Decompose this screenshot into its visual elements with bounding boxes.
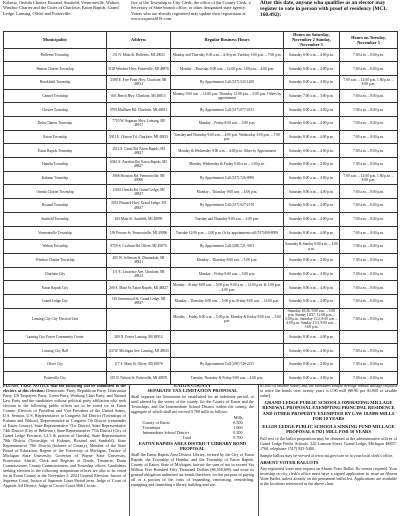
address-cell: 111 E. Lawrence Ave. Charlotte, MI 48813 [107,267,171,281]
municipality-cell: Eaton Township [4,130,107,144]
heading-sinking-fund: ELGIN LEDGE PUBLIC SCHOOLS SINKING FUND MILLAGE PROPOSAL 0.7921 MILL FOR 10 YEARS [262,423,395,435]
table-row [4,240,398,254]
saturday-hours-cell: Saturday 8:00 a.m. – 4:00 p.m. [284,144,340,158]
hours-cell [171,330,284,344]
tax-limitation-text: Shall separate tax limitations be established for an indefinite period, or until altered by the voters of the county, for the County of Eaton and the Townships, and the Intermediate School District within the county, the aggregate of which shall not exceed 9.700 mills as follows: [131,393,254,414]
hours-cell [171,344,284,358]
address-cell: 117 S. Main St. Olivet, MI 49076 [107,358,171,372]
saturday-hours-cell: Saturday 8:00 a.m. – 4:00 p.m. [284,371,340,385]
hours-cell: By Appointment Call (517) 726-0990 [171,171,284,185]
absent-voter-text: Any registered voter may request an Absent Voter Ballot. No reason required. Your township or city clerk's office must have a signed application to issue an Absent Voter Ballot, unless already on the permanent ballot list. Applications are available at the locations referenced in the above chart. [260,465,397,486]
tuesday-hours-cell: 7:00 a.m. – 8:00 p.m. [340,62,398,76]
mills-value: 8.500 [233,419,243,425]
table-row [4,185,398,199]
municipality-cell: Delta Charter Township [4,117,107,131]
table-row [4,117,398,131]
tuesday-hours-cell: 7:00 a.m. – 8:00 p.m. [340,130,398,144]
address-cell: 124 W. Michigan Ave. Lansing, MI 48933 [107,344,171,358]
mills-value: 9.700 [233,434,243,440]
saturday-hours-cell: Saturday 8:00 a.m. – 4:00 p.m. [284,199,340,213]
tuesday-hours-cell: 7:00 a.m. – 8:00 p.m. [340,294,398,308]
saturday-hours-cell: Saturday 8:00 a.m. – 4:00 p.m. [284,294,340,308]
table-row [4,75,398,89]
heading-absent-voter: ABSENT VOTER BALLOTS [260,460,319,466]
municipality-cell: Kalamo Township [4,171,107,185]
saturday-hours-cell: Saturday 8:00 a.m. – 4:00 p.m. [284,48,340,62]
table-row [4,294,398,308]
saturday-hours-cell: Saturday 8:00 a.m. – 4:00 p.m. [284,212,340,226]
table-row [4,226,398,240]
tuesday-hours-cell: 7:00 a.m. – 12:00 p.m. 1:00 p.m. – 8:00 p.m. [340,171,398,185]
top-section [3,0,397,30]
tuesday-hours-cell: 7:00 a.m. – 8:00 p.m. [340,158,398,172]
tuesday-hours-cell: 7:00 a.m. – 8:00 p.m. [340,281,398,295]
saturday-hours-cell: Saturday 8:00 a.m. – 4:00 p.m. [284,267,340,281]
hours-cell: By Appointment Call (517) 877-0311 [171,103,284,117]
saturday-hours-cell: Saturday 8:00 a.m. – 4:00 p.m. [284,158,340,172]
saturday-hours-cell: Saturday 10/26, 9:00 a.m. – 5:00 p.m. Sunday 10/27, 12:00 p.m. – 5:00 p.m. Saturday 11/2, 8:00 a.m. – 4:00 p.m. Sunday 11/3, 9:00 a.m. – 5:00 p.m. [285,308,338,330]
tuesday-hours-cell: 7:00 a.m. – 8:00 p.m. [340,89,398,103]
municipality-cell: Hamlin Township [4,158,107,172]
saturday-hours-cell: Saturday & Sunday 8:00 a.m. – 4:00 p.m. [284,240,340,254]
header-address: Address [107,32,171,49]
tuesday-hours-cell: 7:00 a.m. – 8:00 p.m. [340,48,398,62]
mills-row [143,435,243,440]
address-cell: 2580 E. Five Point Hwy. Charlotte, MI 48813 [107,75,171,89]
header-tuesday: Hours on Tuesday, November 5 [340,32,398,49]
address-cell: 2512 S. Canal Rd. Eaton Rapids, MI 48827 [107,144,171,158]
tuesday-hours-cell: 7:00 a.m. – 8:00 p.m. [340,212,398,226]
saturday-hours-cell: Saturday 8:00 a.m. – 4:00 p.m. [284,344,340,358]
municipality-cell: Bellevue Township [4,48,107,62]
intro-col-3: After this date, anyone who qualifies as an elector may register to vote in person with proof of residency (MCL 168.492): [260,0,387,19]
municipality-cell: Lansing City City Election Unit [4,308,107,330]
hours-cell: Monday – Friday 8:00 a.m. – 5:00 p.m. [171,117,284,131]
address-cell: 131 N. Main St. Bellevue, MI 49021 [107,48,171,62]
saturday-hours-cell: Saturday 8:00 a.m. – 4:00 p.m. [284,130,340,144]
tuesday-hours-cell: 7:00 a.m. – 8:00 p.m. [340,240,398,254]
mills-label: County of Eaton [142,419,170,425]
hours-cell: Monday – Thursday 8:00 a.m. – 5:00 p.m. [171,253,284,267]
municipality-cell: Carmel Township [4,89,107,103]
tuesday-hours-cell: 7:00 a.m. – 8:00 p.m. [340,371,398,385]
full-text-note: Full text of the ballot proposition may be obtained at the administrative offices of Grand Ledge Public Schools, 220 Lamson Street, Grand Ledge, Michigan 48837-1760, telephone: (517) 925-5400. [260,436,397,452]
municipality-cell: Lansing City Hall [4,344,107,358]
municipality-cell: Sunfield Township [4,212,107,226]
bottom-section [3,383,397,516]
address-cell: 5128 Windsor Hwy. Potterville, MI 48876 [107,62,171,76]
header-municipality: Municipality [4,32,107,49]
hours-cell: Monday & Wednesday 9:00 a.m. – 4:00 p.m. Other by Appointment [171,144,284,158]
address-cell: 150 Prosser St. Vermontville, MI 49096 [107,226,171,240]
clerk-hours-table [3,31,398,385]
saturday-hours-cell: Saturday 8:00 a.m. – 4:00 p.m. [284,253,340,267]
tuesday-hours-cell: 7:00 a.m. – 8:00 p.m. [340,185,398,199]
tuesday-hours-cell [340,330,398,344]
table-row [4,48,398,62]
saturday-hours-cell: Saturday 8:00 a.m. – 4:00 p.m. [284,226,340,240]
hours-cell: Tuesday and Thursday 9:00 a.m. – 4:00 p.m. Wednesday 3:00 p.m. – 7:00 p.m. [171,130,284,144]
municipality-cell: Eaton Rapids City [4,281,107,295]
municipality-cell: Brookfield Township [4,75,107,89]
saturday-hours-cell: Saturday 8:00 a.m. – 4:00 p.m. [284,281,340,295]
mills-header: Mills [233,414,243,420]
address-cell [107,308,171,330]
hours-cell: By Appointment Call (517) 627-1070 [171,199,284,213]
municipality-cell: Roxand Township [4,199,107,213]
address-cell: 11041 Oneida Rd. Grand Ledge, MI 48837 [107,185,171,199]
table-row [4,199,398,213]
tuesday-hours-cell: 7:00 a.m. – 8:00 p.m. [340,144,398,158]
saturday-hours-cell: Saturday 8:00 a.m. – 4:00 p.m. [284,330,340,344]
saturday-hours-cell: Saturday 7:00 a.m. – 3:00 p.m. [284,89,340,103]
municipality-cell: Oneida Charter Township [4,185,107,199]
hours-cell: By Appointment Call (269) 749-2211 [171,358,284,372]
table-row [4,212,398,226]
hours-cell: Monday, Wednesday & Friday 9:00 a.m. – 1:00 p.m. [171,158,284,172]
address-cell: 405 W. Jefferson St. Dimondale, MI 48821 [107,253,171,267]
mills-table [143,415,243,440]
mills-value: 1.000 [233,424,243,430]
hours-cell: Monday – Friday 8:00 a.m. – 5:00 p.m. 9:00 a.m. – 12:00 p.m. & 1:00 p.m. – 4:00 p.m. [171,281,284,295]
address-cell: 601 Beech Hwy. Charlotte, MI 48813 [107,89,171,103]
sample-ballot-note: Sample ballots may be viewed at www.mi.gov/vote or at your local clerk's office. [260,453,394,459]
header-saturday: Hours on Saturday, November 2 Sunday, November 3 [284,32,340,49]
municipality-cell: Lansing City Foster Community Center [4,330,107,344]
hours-cell: Monday – Thursday 9:00 a.m. – 12:00 p.m. 1:00 p.m. – 4:00 p.m. [171,62,284,76]
tuesday-hours-cell: 7:00 a.m. – 8:00 p.m. [340,267,398,281]
saturday-hours-cell: Saturday 8:00 a.m. – 4:00 p.m. [284,75,340,89]
address-cell: 165 Main St. Sunfield, MI 48890 [107,212,171,226]
header-hours: Regular Business Hours [171,32,284,49]
municipality-cell: Charlotte City [4,267,107,281]
tuesday-hours-cell: 7:00 a.m. – 12:00 p.m. 1:00 p.m. – 8:00 p.m. [340,75,398,89]
saturday-hours-cell: Saturday 8:00 a.m. – 4:00 p.m. [284,171,340,185]
table-row [4,144,398,158]
saturday-hours-cell: Saturday 8:00 a.m. – 4:00 p.m. [284,185,340,199]
tuesday-hours-cell: 7:00 a.m. – 8:00 p.m. [340,308,398,330]
address-cell: 6061 S. Aurelius Rd. Eaton Rapids, MI 48827 [107,158,171,172]
saturday-hours-cell: Saturday 8:00 a.m. – 4:00 p.m. [284,117,340,131]
hours-cell: Monday – Thursday 8:00 a.m. – 5:00 p.m. Friday 8:00 a.m. – 12:00 p.m. [171,294,284,308]
tuesday-hours-cell: 7:00 a.m. – 8:00 p.m. [340,344,398,358]
table-row [4,103,398,117]
table-row [4,308,398,330]
mills-label: Total [182,434,191,440]
municipality-cell: Grand Ledge City [4,294,107,308]
table-row [4,344,398,358]
hours-cell: Monday 9:00 a.m. – 12:00 p.m. Thursday 12:00 p.m. – 5:00 p.m. Others by appointment [171,89,284,103]
saturday-hours-cell: Saturday 8:00 a.m. – 4:00 p.m. [284,103,340,117]
library-bond-text: Shall the Eaton Rapids Area District Library, formed by the City of Eaton Rapids, the Township of Hamlin, and the Township of Eaton Rapids, County of Eaton, State of Michigan, borrow the sum of not to exceed Six Million Five Hundred Fifty Thousand Dollars ($6,550,000) and issue its general obligation unlimited tax bonds therefore, for the purpose of paying all or a portion of the costs of expanding, renovating, remodeling, equipping and furnishing a library building and site. [131,451,254,487]
address-cell: 8759 S. Cochran Rd. Olivet, MI 49076 [107,240,171,254]
hours-cell: Tuesday and Thursday 9:00 a.m. – 3:00 p.m. [171,212,284,226]
table-row [4,89,398,103]
hours-cell: Monday and Thursday 9:30 a.m. – 4:30 p.m. Tuesday 5:00 p.m. – 7:00 p.m. [171,48,284,62]
tuesday-hours-cell: 7:00 a.m. – 8:00 p.m. [340,253,398,267]
address-cell: 200 N. Foster Lansing, MI 48912 [107,330,171,344]
bottom-col-3 [260,383,397,486]
saturday-hours-cell: Saturday 8:00 a.m. – 4:00 p.m. [284,358,340,372]
hours-cell: Monday – Friday 8:00 a.m. – 5:00 p.m. Monday & Friday 8:00 a.m. – 5:00 p.m. [171,308,284,330]
table-row [4,130,398,144]
bottom-col-1 [3,383,126,488]
address-cell: 319 N. Nelson St. Potterville, MI 48876 [107,371,171,385]
intro-col-2: fice of the Township or City Clerk; the office of the County Clerk, a Secretary of State branch office, or other designated state agency. Voters who are already registered may update their registration at www.expressSOS.com. [131,0,251,22]
hours-cell: By Appointment Call (517) 543-1209 [171,75,284,89]
table-row [4,358,398,372]
address-cell: 2051 Bismark Hwy. Grand Ledge, MI 48837 [107,199,171,213]
tuesday-hours-cell: 7:00 a.m. – 8:00 p.m. [340,117,398,131]
table-row [4,281,398,295]
table-body [4,48,398,385]
heading-operating-millage: GRAND LEDGE PUBLIC SCHOOLS OPERATING MILLAGE RENEWAL PROPOSAL EXEMPTING PRINCIPAL RESIDENCE AND OTHER PROPERTY EXEMPTED BY LAW 18.8099 MILLS FOR 10 YEARS [262,400,395,422]
municipality-cell: Walton Township [4,240,107,254]
hours-cell: Monday – Thursday 9:00 a.m. – 4:00 p.m. [171,185,284,199]
address-cell: 3301 E. Clinton Trl. Charlotte, MI 48813 [107,130,171,144]
hours-cell: Monday – Friday 8:00 a.m. – 5:00 p.m. [171,267,284,281]
mills-label: Intermediate School District [142,429,189,435]
notice-lead: PLEASE TAKE NOTICE that the following will be submitted to the electors at this election: [3,383,126,393]
municipality-cell: Windsor Charter Township [4,253,107,267]
municipality-cell: Olivet City [4,358,107,372]
hours-cell: Tuesday 12:00 p.m. – 2:00 p.m. Or by appointment call (517)490-8959 [171,226,284,240]
mills-label: Townships [142,424,161,430]
municipality-cell: Potterville City [4,371,107,385]
saturday-hours-cell: Saturday 8:00 a.m. – 4:00 p.m. [284,62,340,76]
tuesday-hours-cell: 7:00 a.m. – 8:00 p.m. [340,226,398,240]
table-row [4,158,398,172]
municipality-cell: Vermontville Township [4,226,107,240]
table-row [4,171,398,185]
heading-eaton-county: EATON COUNTY [174,383,211,388]
tuesday-hours-cell: 7:00 a.m. – 8:00 p.m. [340,358,398,372]
mills-value: 0.200 [233,429,243,435]
tuesday-hours-cell: 7:00 a.m. – 8:00 p.m. [340,103,398,117]
table-row [4,253,398,267]
address-cell: 3966 Houston Rd. Vermontville, MI 49096 [107,171,171,185]
tuesday-hours-cell: 7:00 a.m. – 8:00 p.m. [340,199,398,213]
hours-cell: Tuesday, Thursday & Friday 9:00 a.m. – 4:00 p.m. [171,371,284,385]
address-cell: 310 Greenwood St. Grand Ledge, MI 48837 [107,294,171,308]
table-row [4,267,398,281]
intro-col-1: Kalamo, Oneida Charter, Roxand, Sunfield, Vermontville, Walton, Windsor Charter and the Cities of Charlotte, Eaton Rapids, Grand Ledge, Lansing, Olivet and Potterville. [3,0,120,16]
table-row [4,330,398,344]
address-cell: 200 S. Main St. Eaton Rapids, MI 48827 [107,281,171,295]
heading-library-bond: EATON RAPIDS AREA DISTRICT LIBRARY BOND PROPOSAL [138,440,247,452]
table-row [4,62,398,76]
hours-cell: By Appointment Call (269) 721-3301 [171,240,284,254]
heading-tax-limitation: SEPARATE TAX LIMITATION PROPOSAL [147,388,238,394]
municipality-cell: Chester Township [4,103,107,117]
millage-text: $1,000 of taxable value) and the estimated simple average annual millage required to retire the bonds over twenty years is 0.90 mill ($0.90 per $1,000 of taxable value). [260,383,397,398]
table-header-row [4,32,398,49]
notice-body: Democratic Party, Republican Party, Libertarian Party, US Taxpayers Party, Green Party, Working Class Party, and Natural Law Party and the candidates without political party affiliation who seek election to the following public offices are to be voted for in Eaton County: Electors of President and Vice-President of the United States, U.S. Senator, U.S. Representative in Congress 3rd District (Townships of Kalamo and Walton), Representative in Congress 7th District (remainder of Eaton County), State Representative 71st District, State Representative 74th District (City of Bellevue), State Representative 77th District (City of Grand Ledge Precincts 1,2,3 & portion of Oneida), State Representative 78th District (Townships of Kalamo, Roxand and Sunfield), State Representative 79th District (balance of County), Member of the State Board of Education, Regent of the University of Michigan, Trustee of Michigan State University, Governor of Wayne State University, Prosecutor, Sheriff, Clerk and Register of Deeds, Treasurer, Drain Commissioner, County Commissioners, and Township offices. Candidates seeking election to the following nonpartisan offices are also to be voted for in Eaton County at the November 5, 2024 General Election: Justice of Supreme Court, Justice of Supreme Court Partial term, Judge of Court of Appeals 3rd District, Judge of Circuit Court 56th Circuit. [3,388,126,488]
municipality-cell: Benton Charter Township [4,62,107,76]
address-cell: 4795 Mulliken Rd. Charlotte, MI 48813 [107,103,171,117]
address-cell: 7710 W. Saginaw Hwy. Lansing, MI 48917 [107,117,171,131]
bottom-col-2 [131,383,254,487]
municipality-cell: Eaton Rapids Township [4,144,107,158]
